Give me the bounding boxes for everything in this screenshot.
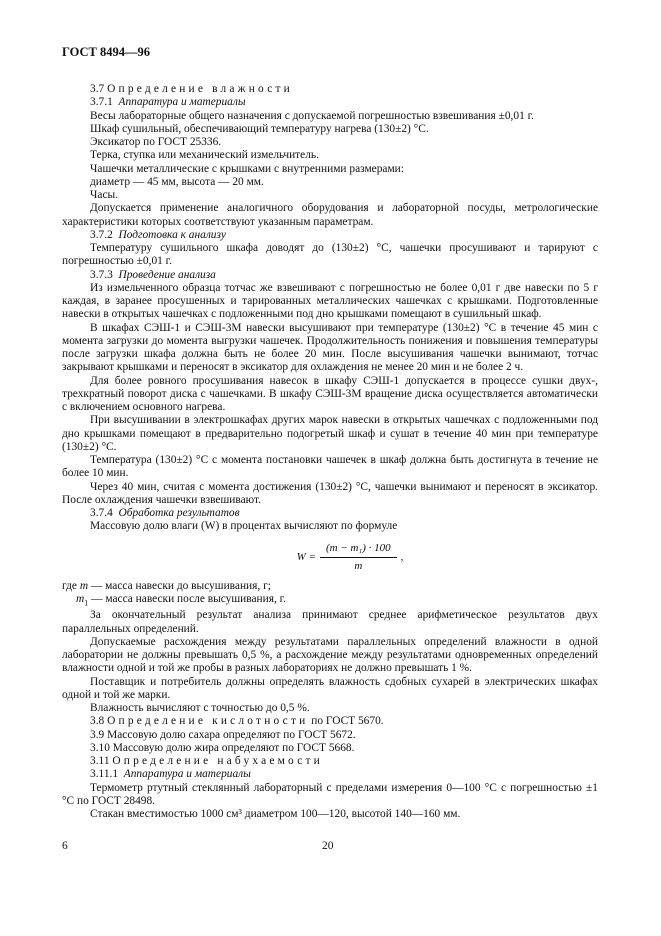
- list-item: диаметр — 45 мм, высота — 20 мм.: [90, 175, 264, 188]
- section-number: 3.11.1: [90, 768, 119, 781]
- document-header: ГОСТ 8494—96: [62, 45, 151, 59]
- paragraph: Для более ровного просушивания навесок в шкафу СЭШ-1 допускается в процессе сушки двух-, трехкратный поворот диска с чашечками. В шкафу СЭШ-3М вращение диска осуществляется автоматически с включением основного нагрева.: [62, 374, 598, 413]
- where-prefix: где: [62, 579, 77, 592]
- section-title: Определение влажности: [107, 83, 293, 95]
- paragraph: При высушивании в электрошкафах других марок навески в открытых чашечках с подложенными под дно крышками помещают в предварительно подогретый шкаф и сушат в течение 40 мин при температуре (130±2) °С.: [62, 414, 598, 453]
- paragraph: Массовую долю влаги (W) в процентах вычисляют по формуле: [90, 520, 398, 533]
- section-title: Аппаратура и материалы: [123, 768, 251, 781]
- formula-tail: ,: [400, 550, 404, 563]
- list-item: Шкаф сушильный, обеспечивающий температуру нагрева (130±2) °С.: [90, 122, 429, 135]
- list-item: Чашечки металлические с крышками с внутренними размерами:: [90, 162, 404, 175]
- section-3-11-heading: [62, 755, 598, 768]
- formula-numerator: (m − m₁) · 100: [320, 542, 397, 558]
- section-title: Проведение анализа: [118, 268, 216, 281]
- section-tail: по ГОСТ 5670.: [311, 715, 384, 728]
- section-3-9: 3.9 Массовую долю сахара определяют по ГОСТ 5672.: [90, 728, 356, 741]
- section-title: Подготовка к анализу: [118, 228, 226, 241]
- where-clause-m: [62, 580, 598, 593]
- section-number: 3.11: [90, 755, 110, 768]
- paragraph: За окончательный результат анализа принимают среднее арифметическое результатов двух параллельных определений.: [62, 609, 598, 635]
- paragraph: В шкафах СЭШ-1 и СЭШ-3М навески высушивают при температуре (130±2) °С в течение 45 мин с момента загрузки до момента выгрузки чашечек. Продолжительность понижения и повышения температуры после загрузки шкафа должна быть не более 20 мин. После высушивания чашечки вынимают, тотчас закрывают крышками и переносят в эксикатор для охлаждения не менее 20 мин и не более 2 ч.: [62, 321, 598, 374]
- section-3-11-1-heading: [62, 768, 598, 781]
- section-3-7-1-heading: [62, 96, 598, 109]
- moisture-formula: [102, 536, 598, 580]
- paragraph: Через 40 мин, считая с момента достижения (130±2) °С, чашечки вынимают и переносят в эксикатор. После охлаждения чашечки взвешивают.: [62, 480, 598, 506]
- symbol-description: — масса навески после высушивания, г.: [91, 592, 286, 605]
- list-item: Весы лабораторные общего назначения с допускаемой погрешностью взвешивания ±0,01 г.: [90, 109, 534, 122]
- page-number-center: 20: [322, 840, 334, 852]
- list-item: Терка, ступка или механический измельчитель.: [90, 149, 319, 162]
- section-3-7-heading: [62, 83, 598, 96]
- paragraph: Допускаемые расхождения между результатами параллельных определений влажности в одной лаборатории не должны превышать 0,5 %, а расхождение между результатами одновременных определений влажности одной и той же пробы в разных лабораториях не должно превышать 1 %.: [62, 635, 598, 675]
- list-item: Часы.: [90, 189, 119, 201]
- section-number: 3.8: [90, 715, 105, 728]
- list-item: Эксикатор по ГОСТ 25336.: [90, 136, 222, 148]
- section-title: Обработка результатов: [118, 507, 240, 519]
- section-title: Определение кислотности: [107, 715, 309, 728]
- paragraph: Стакан вместимостью 1000 см³ диаметром 100—120, высотой 140—160 мм.: [90, 808, 461, 821]
- symbol: m: [76, 592, 85, 605]
- section-3-10: 3.10 Массовую долю жира определяют по ГОСТ 5668.: [90, 741, 355, 754]
- section-number: 3.7.3: [90, 268, 113, 281]
- section-3-7-3-heading: [62, 269, 598, 282]
- document-body: [62, 83, 598, 821]
- section-3-7-4-heading: [62, 507, 598, 520]
- paragraph: Температура (130±2) °С с момента постановки чашечек в шкаф должна быть достигнута в течение не более 10 мин.: [62, 454, 598, 480]
- section-title: Аппаратура и материалы: [118, 96, 246, 109]
- section-number: 3.7: [90, 83, 105, 95]
- paragraph: Температуру сушильного шкафа доводят до (130±2) °С, чашечки просушивают и тарируют с погрешностью ±0,01 г.: [62, 242, 598, 268]
- formula-fraction: [320, 542, 397, 574]
- formula-lhs: W =: [296, 550, 316, 563]
- paragraph: Влажность вычисляют с точностью до 0,5 %.: [90, 702, 310, 715]
- section-number: 3.7.2: [90, 228, 113, 241]
- paragraph: Термометр ртутный стеклянный лабораторный с пределами измерения 0—100 °С с погрешностью ±1 °С по ГОСТ 28498.: [62, 781, 598, 807]
- formula-denominator: m: [354, 560, 363, 572]
- paragraph: Из измельченного образца тотчас же взвешивают с погрешностью не более 0,01 г две навески по 5 г каждая, в заранее просушенных и тарированных металлических чашечках с крышками. Подготовленные навески в открытых чашечках с подложенными под дно крышками помещают в сушильный шкаф.: [62, 281, 598, 321]
- section-3-8-heading: [62, 715, 598, 728]
- paragraph: Поставщик и потребитель должны определять влажность сдобных сухарей в электрических шкафах одной и той же марки.: [62, 675, 598, 701]
- section-3-7-2-heading: [62, 229, 598, 242]
- section-number: 3.7.1: [90, 96, 113, 109]
- where-clause-m1: [62, 593, 598, 610]
- section-number: 3.7.4: [90, 507, 113, 519]
- page-number-left: 6: [62, 840, 68, 852]
- paragraph: Допускается применение аналогичного оборудования и лабораторной посуды, метрологические характеристики которых соответствуют указанным параметрам.: [62, 202, 598, 228]
- symbol-description: — масса навески до высушивания, г;: [90, 579, 271, 592]
- symbol: m: [79, 579, 89, 592]
- symbol-subscript: 1: [84, 598, 89, 608]
- section-title: Определение набухаемости: [112, 755, 323, 768]
